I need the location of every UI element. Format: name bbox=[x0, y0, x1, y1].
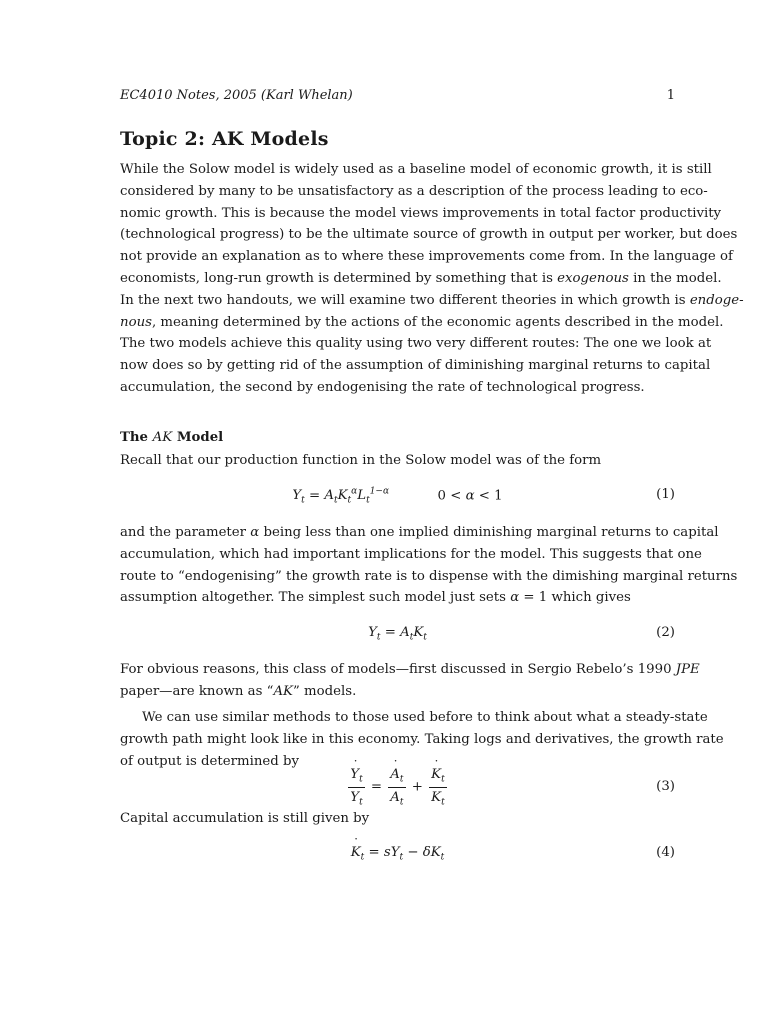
para3-lines-line: paper—are known as “AK” models. bbox=[120, 683, 357, 699]
equation-1-body: $Y_t = A_tK_t^\alpha L_t^{1-\alpha}$ 0 < α < 1 bbox=[292, 487, 503, 507]
paragraph-3 bbox=[120, 659, 700, 703]
equation-2-body: $Y_t = A_tK_t$ bbox=[368, 625, 427, 643]
equation-1-number: (1) bbox=[656, 487, 675, 502]
intro-lines-line: nous, meaning determined by the actions of the economic agents described in the model. bbox=[120, 314, 724, 330]
para2-lines-line: route to “endogenising” the growth rate is to dispense with the dimishing marginal returns bbox=[120, 568, 738, 584]
section-heading: The AK Model bbox=[120, 430, 224, 445]
para2-lines-line: assumption altogether. The simplest such model just sets α = 1 which gives bbox=[120, 590, 631, 606]
para4-lines-line: of output is determined by bbox=[120, 753, 300, 769]
page-number: 1 bbox=[666, 88, 675, 103]
capital-sentence: Capital accumulation is still given by bbox=[120, 811, 370, 826]
equation-3 bbox=[120, 767, 675, 809]
intro-lines-line: economists, long-run growth is determined by something that is exogenous in the model. bbox=[120, 270, 722, 286]
para2-lines-line: and the parameter α being less than one implied diminishing marginal returns to capital bbox=[120, 525, 719, 540]
intro-paragraph bbox=[120, 159, 744, 399]
equation-3-number: (3) bbox=[656, 779, 675, 794]
paragraph-2 bbox=[120, 522, 738, 609]
equation-4 bbox=[120, 845, 675, 865]
page-title: Topic 2: AK Models bbox=[120, 128, 329, 150]
intro-lines-line: The two models achieve this quality using two very different routes: The one we look at bbox=[120, 336, 712, 352]
para4-lines-line: We can use similar methods to those used before to think about what a steady-state bbox=[142, 710, 708, 725]
intro-lines-line: While the Solow model is widely used as a baseline model of economic growth, it is still bbox=[120, 162, 712, 177]
equation-2 bbox=[120, 625, 675, 645]
intro-lines-line: considered by many to be unsatisfactory as a description of the process leading to eco- bbox=[120, 183, 708, 199]
recall-sentence: Recall that our production function in the Solow model was of the form bbox=[120, 453, 602, 468]
equation-4-body: K $˙_t = sY_t - \delta K_t$ bbox=[120, 845, 675, 863]
equation-1 bbox=[120, 487, 675, 507]
intro-lines-line: accumulation, the second by endogenising the rate of technological progress. bbox=[120, 379, 645, 395]
para4-lines-line: growth path might look like in this economy. Taking logs and derivatives, the growth rate bbox=[120, 731, 724, 747]
para3-lines-line: For obvious reasons, this class of models—first discussed in Sergio Rebelo’s 1990 JPE bbox=[120, 662, 700, 677]
intro-lines-line: nomic growth. This is because the model views improvements in total factor productivity bbox=[120, 205, 722, 221]
equation-2-number: (2) bbox=[656, 625, 675, 640]
page-header bbox=[120, 88, 675, 103]
header-citation: EC4010 Notes, 2005 (Karl Whelan) bbox=[120, 88, 353, 103]
equation-3-body: $\frac{Y ˙_t}{Y_t}$ = $\frac{A ˙_t}{A_t}$ + $\frac{K ˙_t}{K_t}$ bbox=[120, 767, 675, 807]
para2-lines-line: accumulation, which had important implications for the model. This suggests that one bbox=[120, 546, 702, 562]
intro-lines-line: In the next two handouts, we will examine two different theories in which growth is endoge- bbox=[120, 292, 744, 308]
intro-lines-line: (technological progress) to be the ultimate source of growth in output per worker, but does bbox=[120, 227, 738, 243]
intro-lines-line: now does so by getting rid of the assumption of diminishing marginal returns to capital bbox=[120, 358, 711, 374]
equation-4-number: (4) bbox=[656, 845, 675, 860]
intro-lines-line: not provide an explanation as to where these improvements come from. In the language of bbox=[120, 249, 733, 265]
